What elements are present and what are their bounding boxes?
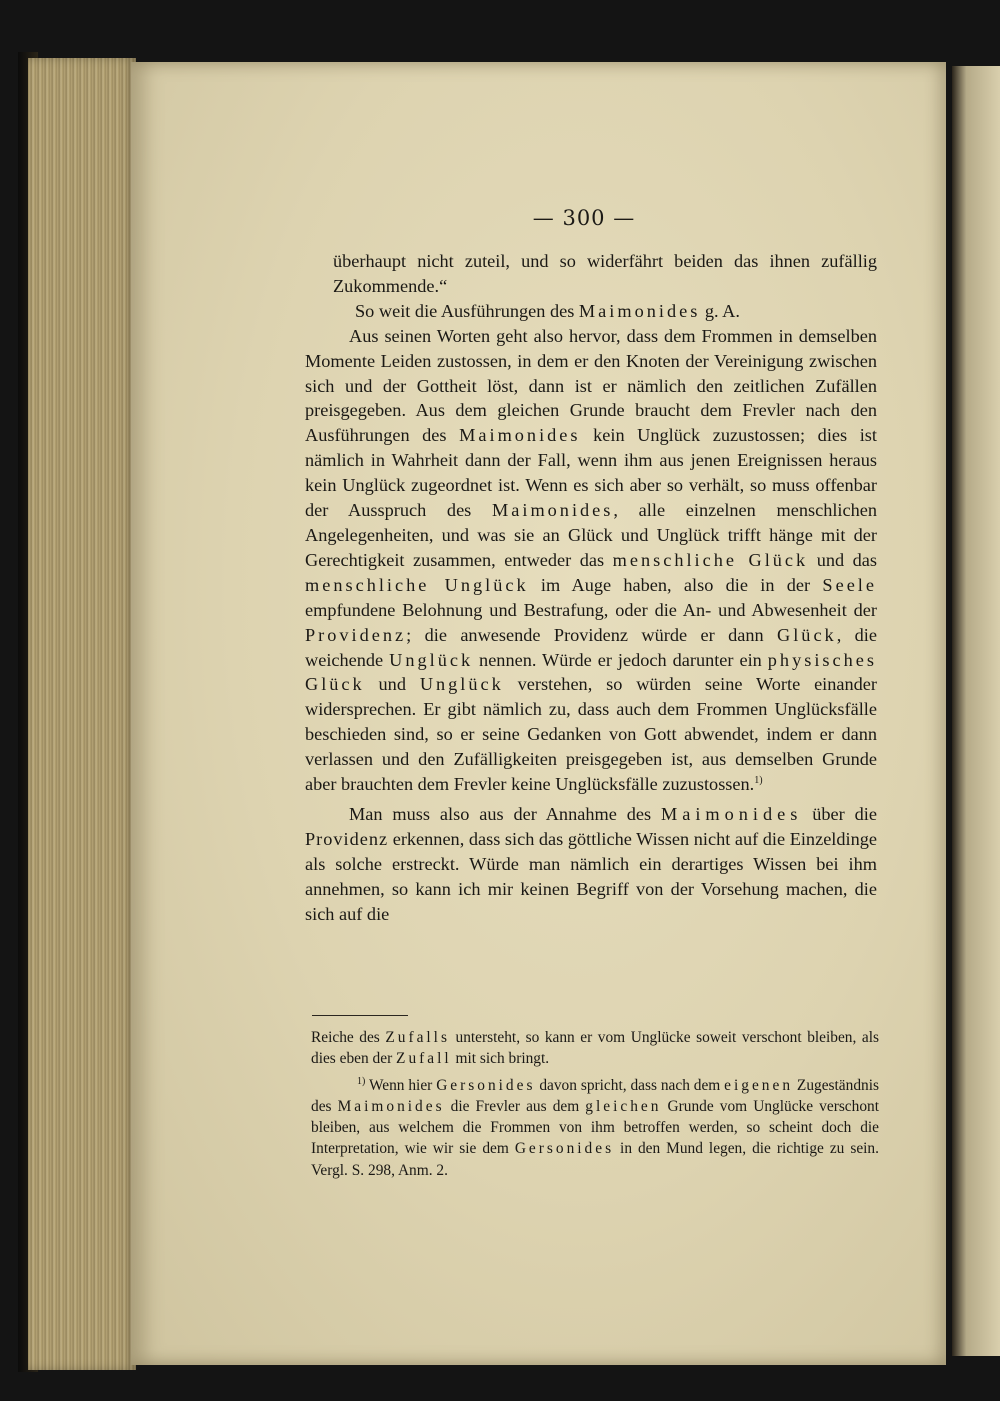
page-edges xyxy=(28,58,136,1370)
spaced-term: Glück xyxy=(777,624,837,645)
text-span: überhaupt nicht zuteil, und so widerfährt beiden das ihnen zufällig Zukommende.“ xyxy=(333,251,877,296)
text-span: untersteht, so kann er vom Unglücke soweit verschont bleiben, als dies eben der xyxy=(311,1029,879,1068)
text-span: Zugeständnis des xyxy=(311,1076,879,1115)
footnote-divider xyxy=(312,1015,408,1016)
footnote-ref: 1) xyxy=(754,774,763,786)
text-span: g. A. xyxy=(700,300,740,321)
footnote-1 xyxy=(311,1075,879,1181)
spaced-term: Providenz xyxy=(305,828,389,849)
spaced-term: Unglück xyxy=(389,649,474,670)
text-span: nennen. Würde er jedoch darunter ein xyxy=(473,649,768,670)
page-number: — 300 — xyxy=(532,206,636,230)
text-span: und das xyxy=(808,549,877,570)
spaced-name: Gersonides xyxy=(436,1076,536,1094)
spaced-term: gleichen xyxy=(585,1097,662,1115)
paragraph-3 xyxy=(305,324,877,797)
text-span: , alle einzelnen menschlichen Angelegenheiten, und was sie an Glück und Unglück trifft hänge mit der Gerechtigkeit zusammen, entweder das xyxy=(305,500,878,570)
text-span: Wenn hier xyxy=(365,1076,437,1094)
text-span: davon spricht, dass nach dem xyxy=(535,1076,725,1094)
spaced-term: menschliche Glück xyxy=(612,549,809,570)
spaced-name: Maimonides xyxy=(492,500,614,521)
text-span: , die weichende xyxy=(305,624,877,670)
spaced-term: Seele xyxy=(822,574,877,595)
footnotes xyxy=(311,1027,879,1181)
spaced-term: Providenz xyxy=(305,624,407,645)
text-span: in den Mund legen, die richtige zu sein. Vergl. S. 298, Anm. 2. xyxy=(311,1140,879,1179)
text-span: Aus seinen Worten geht also hervor, dass dem Frommen in demselben Momente Leiden zustossen, in dem er den Knoten der Vereinigung zwischen sich und der Gottheit löst, dann ist er nämlich den zeitlichen Zufällen preisgegeben. Aus dem gleichen Grunde braucht dem Frevler nach den Ausführungen des xyxy=(305,325,877,446)
paragraph-1 xyxy=(305,249,877,299)
spaced-term: Zufall xyxy=(396,1050,452,1068)
next-page-edge xyxy=(952,66,1000,1356)
text-span: erkennen, dass sich das göttliche Wissen nicht auf die Einzeldinge als solche erstreckt. Würde man nämlich ein derartiges Wissen bei ihm annehmen, so kann ich mir keinen Begriff von der Vorsehung machen, die sich auf die xyxy=(305,828,877,924)
text-span: im Auge haben, also die in der xyxy=(528,574,823,595)
text-span: verstehen, so würden seine Worte einander widersprechen. Er gibt nämlich zu, dass auch dem Frommen Unglücksfälle beschieden sind, so er seine Gedanken von Gott abwendet, indem er dann verlassen und den Zufälligkeiten preisgegeben ist, aus demselben Grunde aber brauchten dem Frevler keine Unglücksfälle zuzustossen. xyxy=(305,674,878,795)
spaced-term: Zufalls xyxy=(385,1029,450,1046)
paragraph-4 xyxy=(305,802,877,927)
text-span: So weit die Ausführungen des xyxy=(355,300,579,321)
spaced-name: Maimonides xyxy=(578,300,701,321)
footnote-marker: 1) xyxy=(357,1075,366,1087)
spaced-name: Gersonides xyxy=(514,1140,615,1158)
text-span: Reiche des xyxy=(311,1029,386,1046)
text-span: empfundene Belohnung und Bestrafung, oder die An- und Abwesenheit der xyxy=(305,599,877,620)
spaced-term: physisches Glück xyxy=(305,649,877,695)
text-span: Man muss also aus der Annahme des xyxy=(349,803,661,824)
spaced-name: Maimonides xyxy=(337,1097,445,1115)
spaced-term: menschliche Unglück xyxy=(305,574,529,595)
footnote-continuation xyxy=(311,1027,879,1070)
text-span: kein Unglück zuzustossen; dies ist nämlich in Wahrheit dann der Fall, wenn ihm aus jenen Ereignissen heraus kein Unglück zugeordnet ist. Wenn es sich aber so verhält, so muss offenbar der Ausspruch des xyxy=(305,425,877,521)
paragraph-2 xyxy=(305,299,877,324)
spaced-term: eigenen xyxy=(724,1076,794,1094)
spaced-name: Maimonides xyxy=(660,803,803,824)
text-span: über die xyxy=(802,803,877,824)
text-span: Grunde vom Unglücke verschont bleiben, aus welchem die Frommen von ihm betroffen werden, so scheint doch die Interpretation, wie wir sie dem xyxy=(311,1097,879,1158)
text-span: mit sich bringt. xyxy=(451,1050,550,1068)
text-span: ; die anwesende Providenz würde er dann xyxy=(406,624,778,645)
text-span: die Frevler aus dem xyxy=(444,1097,586,1115)
main-text xyxy=(305,249,877,926)
text-span: und xyxy=(364,674,420,695)
spaced-term: Unglück xyxy=(419,674,504,695)
spaced-name: Maimonides xyxy=(459,425,581,446)
